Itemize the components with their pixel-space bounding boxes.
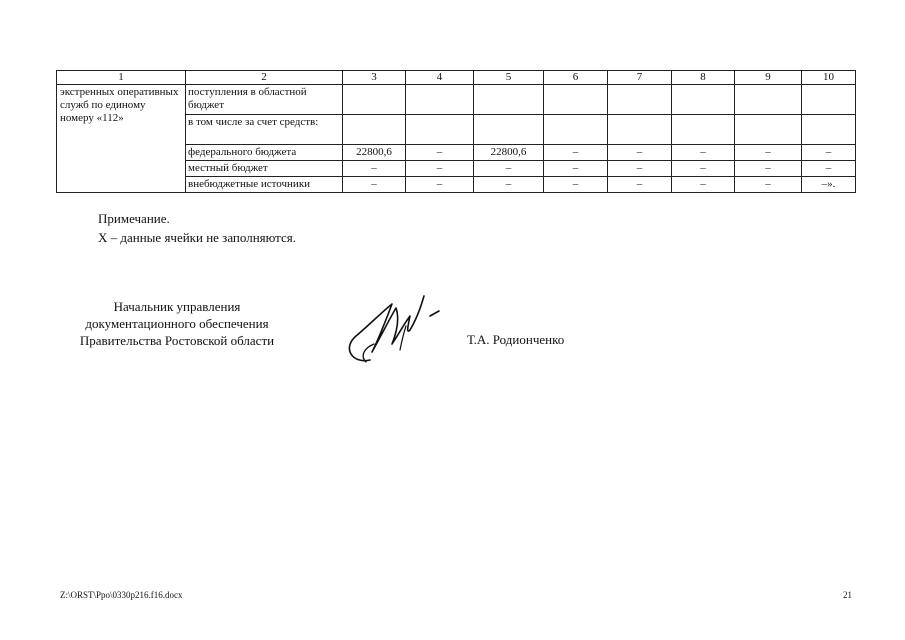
table-cell xyxy=(735,115,802,145)
table-cell: – xyxy=(735,161,802,177)
table-cell: – xyxy=(544,161,608,177)
signatory-name: Т.А. Родионченко xyxy=(467,332,565,347)
table-cell xyxy=(343,85,406,115)
table-cell: – xyxy=(735,145,802,161)
table-cell: –». xyxy=(802,177,856,193)
table-cell: – xyxy=(406,145,474,161)
table-cell: – xyxy=(544,177,608,193)
row-label: поступления в областной бюджет xyxy=(186,85,343,115)
column-header: 4 xyxy=(406,71,474,85)
note-text: Х – данные ячейки не заполняются. xyxy=(98,230,297,245)
table-cell xyxy=(544,115,608,145)
row-label: внебюджетные источники xyxy=(186,177,343,193)
table-cell xyxy=(474,85,544,115)
handwritten-signature xyxy=(330,290,445,370)
table-cell xyxy=(802,115,856,145)
table-cell: – xyxy=(608,177,672,193)
file-path: Z:\ORST\Ppo\0330p216.f16.docx xyxy=(60,590,183,600)
column-header: 6 xyxy=(544,71,608,85)
row-label: федерального бюджета xyxy=(186,145,343,161)
table-cell xyxy=(672,115,735,145)
table-cell: – xyxy=(735,177,802,193)
table-cell: – xyxy=(802,161,856,177)
column-header: 5 xyxy=(474,71,544,85)
column-header: 9 xyxy=(735,71,802,85)
table-cell: – xyxy=(672,161,735,177)
position-line: Правительства Ростовской области xyxy=(79,333,275,348)
table-cell: 22800,6 xyxy=(343,145,406,161)
table-cell: – xyxy=(474,177,544,193)
signatory-position xyxy=(56,298,298,349)
table-header-row xyxy=(57,71,856,85)
note-title: Примечание. xyxy=(98,211,170,226)
table-cell: – xyxy=(608,145,672,161)
table-cell xyxy=(544,85,608,115)
table-cell xyxy=(343,115,406,145)
table-cell: – xyxy=(672,145,735,161)
table-cell xyxy=(608,115,672,145)
column-header: 1 xyxy=(57,71,186,85)
table-cell xyxy=(406,85,474,115)
column-header: 10 xyxy=(802,71,856,85)
category-cell: экстренных оперативных служб по единому номеру «112» xyxy=(57,85,186,193)
table-cell: – xyxy=(544,145,608,161)
table-cell: – xyxy=(406,161,474,177)
position-line: Начальник управления xyxy=(113,299,241,314)
table-cell xyxy=(474,115,544,145)
table-cell: – xyxy=(608,161,672,177)
table-cell: – xyxy=(474,161,544,177)
table-cell xyxy=(672,85,735,115)
budget-table xyxy=(56,70,856,193)
column-header: 8 xyxy=(672,71,735,85)
row-label: в том числе за счет средств: xyxy=(186,115,343,145)
table-cell: 22800,6 xyxy=(474,145,544,161)
table-cell xyxy=(608,85,672,115)
table-cell xyxy=(735,85,802,115)
table-cell: – xyxy=(343,161,406,177)
table-row xyxy=(57,85,856,115)
page-number: 21 xyxy=(843,590,852,600)
row-label: местный бюджет xyxy=(186,161,343,177)
table-cell: – xyxy=(406,177,474,193)
column-header: 2 xyxy=(186,71,343,85)
table-cell xyxy=(406,115,474,145)
table-cell: – xyxy=(802,145,856,161)
table-cell xyxy=(802,85,856,115)
table-cell: – xyxy=(343,177,406,193)
position-line: документационного обеспечения xyxy=(85,316,269,331)
column-header: 3 xyxy=(343,71,406,85)
column-header: 7 xyxy=(608,71,672,85)
table-cell: – xyxy=(672,177,735,193)
